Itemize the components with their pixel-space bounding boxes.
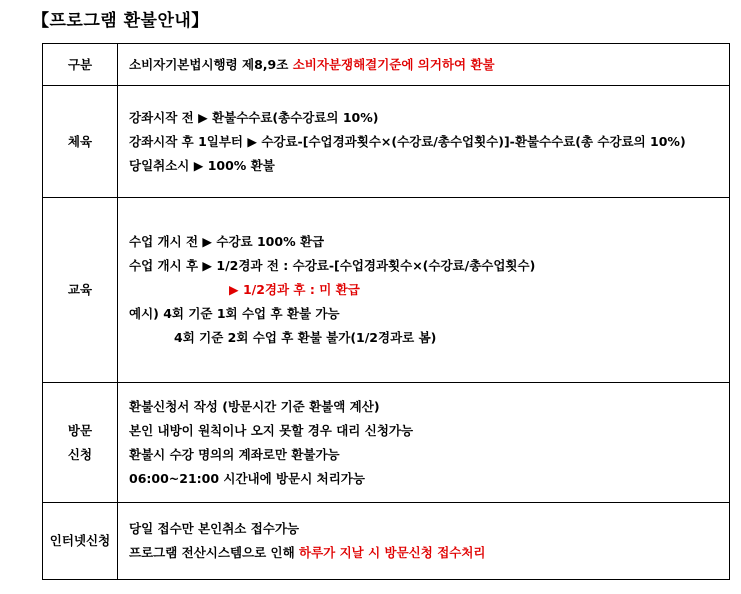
table-row-internet: [43, 503, 730, 580]
page-title: 【프로그램 환불안내】: [32, 11, 209, 31]
visit-label-line-1: 방문: [67, 422, 93, 438]
sports-content: [118, 86, 730, 198]
education-line-2: 수업 개시 후 ▶ 1/2경과 전 : 수강료-[수업경과횟수×(수강료/총수업횟수): [129, 258, 536, 273]
table-row-header: [43, 44, 730, 86]
internet-line-1: 당일 접수만 본인취소 접수가능: [129, 521, 300, 536]
internet-line-2: [129, 541, 719, 565]
header-basis-highlight: 소비자분쟁해결기준에 의거하여 환불: [292, 56, 495, 72]
visit-line-4: 06:00~21:00 시간내에 방문시 처리가능: [129, 470, 365, 486]
education-line-4: 예시) 4회 기준 1회 수업 후 환불 가능: [129, 306, 340, 321]
sports-line-1: 강좌시작 전 ▶ 환불수수료(총수강료의 10%): [129, 109, 379, 125]
education-line-3: ▶ 1/2경과 후 : 미 환급: [229, 282, 360, 297]
row-label-internet: 인터넷신청: [43, 503, 118, 580]
education-line-5: 4회 기준 2회 수업 후 환불 불가(1/2경과로 봄): [174, 330, 437, 345]
row-label-visit: [43, 383, 118, 503]
visit-line-1: 환불신청서 작성 (방문시간 기준 환불액 계산): [129, 398, 380, 414]
internet-line-2-highlight: 하루가 지날 시 방문신청 접수처리: [299, 545, 486, 560]
visit-content: [118, 383, 730, 503]
header-basis-text: 소비자기본법시행령 제8,9조: [129, 56, 293, 72]
internet-content: [118, 503, 730, 580]
table-row-education: [43, 198, 730, 383]
sports-line-3: 당일취소시 ▶ 100% 환불: [129, 157, 275, 173]
row-label-education: 교육: [43, 198, 118, 383]
education-line-1: 수업 개시 전 ▶ 수강료 100% 환급: [129, 234, 325, 249]
visit-label-line-2: 신청: [67, 446, 93, 462]
refund-policy-table: [42, 43, 730, 580]
visit-line-2: 본인 내방이 원칙이나 오지 못할 경우 대리 신청가능: [129, 422, 414, 438]
row-label-sports: 체육: [43, 86, 118, 198]
education-content: [118, 198, 730, 383]
internet-line-2-text: 프로그램 전산시스템으로 인해: [129, 545, 300, 560]
table-row-sports: [43, 86, 730, 198]
visit-line-3: 환불시 수강 명의의 계좌로만 환불가능: [129, 446, 340, 462]
table-row-visit: [43, 383, 730, 503]
sports-line-2: 강좌시작 후 1일부터 ▶ 수강료-[수업경과횟수×(수강료/총수업횟수)]-환불수수료(총 수강료의 10%): [129, 133, 686, 149]
row-label-category: 구분: [43, 44, 118, 86]
header-content: [118, 44, 730, 86]
